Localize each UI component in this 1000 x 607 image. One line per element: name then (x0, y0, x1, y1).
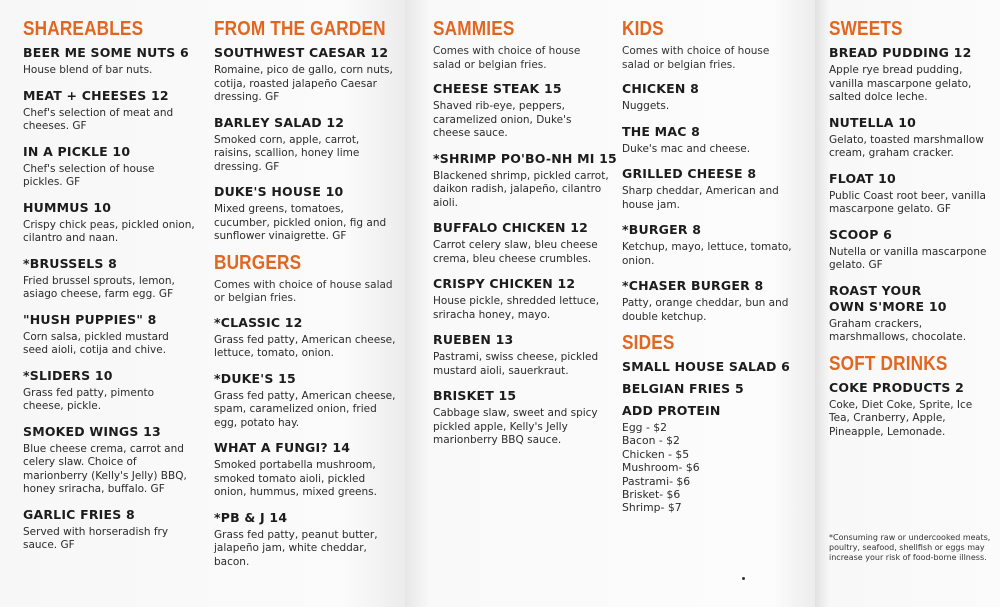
item-name: SMOKED WINGS 13 (23, 423, 161, 439)
item-name: RUEBEN 13 (433, 332, 514, 347)
item-name: *BURGER 8 (622, 222, 702, 237)
item-description: Carrot celery slaw, bleu cheese crema, bleu cheese crumbles. (433, 239, 598, 265)
item-name: BRISKET 15 (433, 388, 517, 403)
item-description: Cabbage slaw, sweet and spicy pickled apple, Kelly's Jelly marionberry BBQ sauce. (433, 407, 598, 446)
item-description: Grass fed patty, American cheese, lettuce, tomato, onion. (214, 333, 396, 359)
item-description: Grass fed patty, peanut butter, jalapeño jam, white cheddar, bacon. (214, 528, 378, 568)
menu-item (622, 166, 800, 212)
item-description: House blend of bar nuts. (23, 64, 153, 76)
item-description: Chef's selection of house pickles. GF (23, 162, 155, 188)
menu-item (214, 371, 396, 431)
item-name: *DUKE'S 15 (214, 370, 296, 386)
item-description: Blackened shrimp, pickled carrot, daikon radish, jalapeño, cilantro aioli. (433, 169, 609, 209)
item-description: Grass fed patty, American cheese, spam, caramelized onion, fried egg, potato hay. (214, 389, 396, 429)
menu-item (622, 222, 800, 268)
menu-item (433, 220, 611, 266)
item-name: BUFFALO CHICKEN 12 (433, 220, 588, 235)
menu-item (433, 81, 611, 141)
menu-item (23, 88, 195, 134)
garden-burgers-column (214, 16, 396, 579)
item-name: SCOOP 6 (829, 226, 893, 242)
section-title-sweets: SWEETS (829, 18, 903, 40)
menu-item (622, 278, 800, 324)
menu-item (622, 81, 800, 114)
section-title-soft-drinks: SOFT DRINKS (829, 352, 948, 375)
menu-item (214, 510, 396, 570)
item-description: Gelato, toasted marshmallow cream, graham cracker. (829, 133, 984, 159)
item-description: Romaine, pico de gallo, corn nuts, cotija, roasted jalapeño Caesar dressing. GF (214, 64, 393, 103)
item-name: "HUSH PUPPIES" 8 (23, 311, 157, 327)
section-title-sides: SIDES (622, 332, 675, 354)
item-name: *BRUSSELS 8 (23, 255, 118, 271)
item-description: Smoked corn, apple, carrot, raisins, scallion, honey lime dressing. GF (214, 133, 360, 173)
item-description: Apple rye bread pudding, vanilla mascarpone gelato, salted dolce leche. (829, 64, 972, 103)
menu-item (23, 256, 195, 302)
item-description: House pickle, shredded lettuce, sriracha honey, mayo. (433, 295, 600, 321)
item-name: *CHASER BURGER 8 (622, 278, 764, 293)
item-name: HUMMUS 10 (23, 199, 112, 215)
protein-option: Egg - $2 (622, 421, 668, 434)
menu-item (829, 115, 994, 161)
sammies-column (433, 16, 617, 458)
item-name: WHAT A FUNGI? 14 (214, 440, 351, 455)
menu-item (214, 315, 396, 361)
menu-item (214, 115, 396, 175)
item-name: SMALL HOUSE SALAD 6 (622, 359, 791, 374)
item-name: ROAST YOUR OWN S'MORE 10 (829, 282, 947, 314)
protein-option: Brisket- $6 (622, 488, 681, 502)
item-description: Chef's selection of meat and cheeses. GF (23, 106, 174, 132)
item-description: Public Coast root beer, vanilla mascarpone gelato. GF (829, 189, 986, 215)
item-description: Coke, Diet Coke, Sprite, Ice Tea, Cranberry, Apple, Pineapple, Lemonade. (829, 398, 973, 438)
menu-item (433, 150, 617, 211)
item-description: Fried brussel sprouts, lemon, asiago cheese, farm egg. GF (23, 274, 175, 300)
kids-sides-column (622, 16, 800, 525)
item-name: IN A PICKLE 10 (23, 143, 131, 159)
item-name: *CLASSIC 12 (214, 314, 303, 330)
section-note-kids: Comes with choice of house salad or belgian fries. (622, 45, 770, 71)
menu-item (622, 381, 800, 397)
item-name: CRISPY CHICKEN 12 (433, 276, 576, 291)
item-name: BELGIAN FRIES 5 (622, 381, 744, 396)
menu-item (23, 144, 195, 190)
item-description: Shaved rib-eye, peppers, caramelized onion, Duke's cheese sauce. (433, 100, 572, 139)
section-title-burgers: BURGERS (214, 251, 302, 274)
menu-item (23, 368, 195, 414)
item-name: FLOAT 10 (829, 170, 896, 186)
item-name: BREAD PUDDING 12 (829, 45, 972, 60)
item-description: Patty, orange cheddar, bun and double ketchup. (622, 297, 789, 323)
item-description: Nutella or vanilla mascarpone gelato. GF (829, 245, 987, 271)
protein-list (622, 421, 800, 515)
item-description: Smoked portabella mushroom, smoked tomato aioli, pickled onion, hummus, mixed greens. (214, 459, 377, 498)
menu-item (214, 440, 396, 500)
item-description: Served with horseradish fry sauce. GF (23, 525, 169, 551)
menu-item (829, 45, 994, 105)
menu-item (23, 312, 195, 358)
item-name: CHICKEN 8 (622, 81, 699, 96)
menu-item (829, 171, 994, 217)
item-name: *PB & J 14 (214, 509, 288, 525)
section-title-garden: FROM THE GARDEN (214, 18, 386, 40)
menu-item (214, 184, 396, 244)
item-name: CHEESE STEAK 15 (433, 81, 562, 96)
menu-item (433, 388, 611, 448)
item-name: GRILLED CHEESE 8 (622, 166, 757, 181)
item-name: *SLIDERS 10 (23, 367, 113, 383)
menu-item (214, 45, 396, 105)
raw-food-disclaimer: *Consuming raw or undercooked meats, poultry, seafood, shellfish or eggs may increase your risk of food-borne illness. (829, 533, 991, 562)
item-description: Nuggets. (622, 100, 670, 112)
item-name: *SHRIMP PO'BO-NH MI 15 (433, 150, 617, 166)
item-name: THE MAC 8 (622, 123, 701, 139)
item-description: Blue cheese crema, carrot and celery slaw. Choice of marionberry (Kelly's Jelly) BBQ, honey sriracha, buffalo. GF (23, 442, 187, 495)
protein-option: Shrimp- $7 (622, 501, 682, 515)
menu-item (23, 200, 195, 246)
section-title-kids: KIDS (622, 18, 664, 40)
menu-item (23, 424, 195, 497)
item-description: Ketchup, mayo, lettuce, tomato, onion. (622, 241, 792, 267)
sweets-drinks-column (829, 16, 994, 449)
menu-item (829, 227, 994, 273)
item-name: GARLIC FRIES 8 (23, 506, 135, 522)
item-name: MEAT + CHEESES 12 (23, 87, 169, 103)
item-name: SOUTHWEST CAESAR 12 (214, 45, 389, 60)
item-description: Pastrami, swiss cheese, pickled mustard aioli, sauerkraut. (433, 351, 599, 377)
item-description: Crispy chick peas, pickled onion, cilantro and naan. (23, 218, 195, 244)
shareables-column (23, 16, 195, 563)
menu-item (23, 45, 195, 78)
item-description: Mixed greens, tomatoes, cucumber, pickled onion, fig and sunflower vinaigrette. GF (214, 203, 387, 242)
protein-option: Mushroom- $6 (622, 461, 700, 475)
menu-item (622, 359, 800, 375)
menu-item (829, 283, 994, 345)
section-title-shareables: SHAREABLES (23, 18, 144, 40)
protein-option: Bacon - $2 (622, 434, 680, 448)
section-title-sammies: SAMMIES (433, 18, 515, 40)
item-description: Graham crackers, marshmallows, chocolate. (829, 317, 967, 343)
item-description: Duke's mac and cheese. (622, 142, 751, 155)
item-description: Corn salsa, pickled mustard seed aioli, cotija and chive. (23, 330, 169, 356)
menu-item (433, 332, 611, 378)
print-speck (742, 577, 745, 580)
menu-item (829, 380, 994, 440)
item-name: NUTELLA 10 (829, 114, 917, 130)
protein-option: Chicken - $5 (622, 447, 690, 461)
item-description: Sharp cheddar, American and house jam. (622, 185, 779, 211)
menu-item (433, 276, 611, 322)
menu-item (622, 124, 800, 157)
section-note-burgers: Comes with choice of house salad or belgian fries. (214, 278, 393, 304)
menu-item (23, 507, 195, 553)
section-note-sammies: Comes with choice of house salad or belgian fries. (433, 45, 581, 71)
menu-item (622, 403, 800, 515)
item-name: DUKE'S HOUSE 10 (214, 184, 344, 199)
protein-option: Pastrami- $6 (622, 474, 691, 488)
item-name: COKE PRODUCTS 2 (829, 379, 965, 395)
item-description: Grass fed patty, pimento cheese, pickle. (23, 386, 155, 412)
item-name: BARLEY SALAD 12 (214, 114, 345, 130)
item-name: BEER ME SOME NUTS 6 (23, 45, 189, 60)
item-name: ADD PROTEIN (622, 403, 721, 418)
